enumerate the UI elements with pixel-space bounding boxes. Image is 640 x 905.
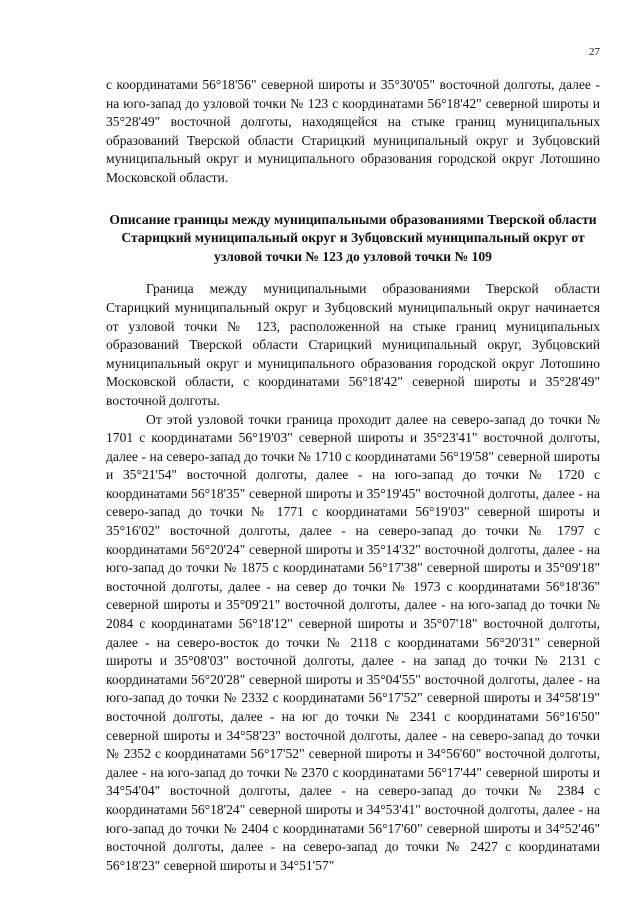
section-heading: Описание границы между муниципальными образованиями Тверской области Старицкий муниципальный округ и Зубцовский муниципальный округ от узловой точки № 123 до узловой точки № 109 (109, 211, 597, 264)
continuation-paragraph: с координатами 56°18'56" северной широты и 35°30'05" восточной долготы, далее - на юго-запад до узловой точки № 123 с координатами 56°18'42" северной широты и 35°28'49" восточной долготы, находящейся на стыке границ муниципальных образований Тверской области Старицкий муниципальный округ и Зубцовский муниципальный округ и муниципального образования городской округ Лотошино Московской области. (106, 77, 600, 185)
body-paragraph: Граница между муниципальными образованиями Тверской области Старицкий муниципальный округ и Зубцовский муниципальный округ начинается от узловой точки № 123, расположенной на стыке границ муниципальных образований Тверской области Старицкий муниципальный округ, Зубцовский муниципальный округ и муниципального образования городской округ Лотошино Московской области, с координатами 56°18'42" северной широты и 35°28'49" восточной долготы. (106, 281, 600, 408)
page-content (106, 76, 600, 875)
body-paragraph: От этой узловой точки граница проходит далее на северо-запад до точки № 1701 с координатами 56°19'03" северной широты и 35°23'41" восточной долготы, далее - на северо-запад до точки № 1710 с координатами 56°19'58" северной широты и 35°21'54" восточной долготы, далее - на юго-запад до точки № 1720 с координатами 56°18'35" северной широты и 35°19'45" восточной долготы, далее - на северо-запад до точки № 1771 с координатами 56°19'03" северной широты и 35°16'02" восточной долготы, далее - на северо-запад до точки № 1797 с координатами 56°20'24" северной широты и 35°14'32" восточной долготы, далее - на юго-запад до точки № 1875 с координатами 56°17'38" северной широты и 35°09'18" восточной долготы, далее - на север до точки № 1973 с координатами 56°18'36" северной широты и 35°09'21" восточной долготы, далее - на юго-запад до точки № 2084 с координатами 56°18'12" северной широты и 35°07'18" восточной долготы, далее - на северо-восток до точки № 2118 с координатами 56°20'31" северной широты и 35°08'03" восточной долготы, далее - на запад до точки № 2131 с координатами 56°20'28" северной широты и 35°04'55" восточной долготы, далее - на юго-запад до точки № 2332 с координатами 56°17'52" северной широты и 34°58'19" восточной долготы, далее - на юг до точки № 2341 с координатами 56°16'50" северной широты и 34°58'23" восточной долготы, далее - на северо-запад до точки № 2352 с координатами 56°17'52" северной широты и 34°56'60" восточной долготы, далее - на юго-запад до точки № 2370 с координатами 56°17'44" северной широты и 34°54'04" восточной долготы, далее - на северо-запад до точки № 2384 с координатами 56°18'24" северной широты и 34°53'41" восточной долготы, далее - на юго-запад до точки № 2404 с координатами 56°17'60" северной широты и 34°52'46" восточной долготы, далее - на северо-запад до точки № 2427 с координатами 56°18'23" северной широты и 34°51'57" (106, 411, 600, 873)
page-number: 27 (589, 46, 600, 58)
